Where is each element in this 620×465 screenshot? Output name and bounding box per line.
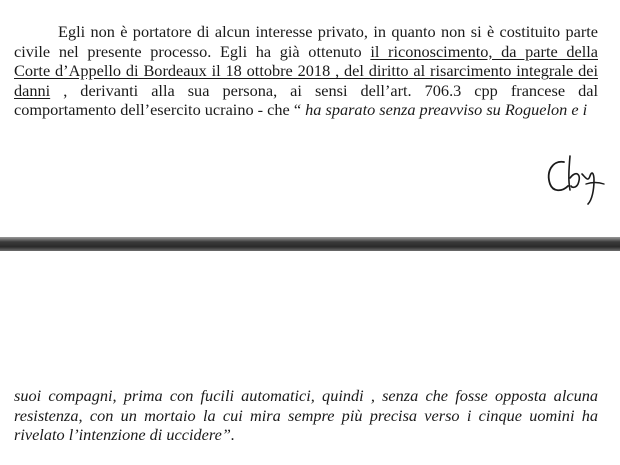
bottom-line-1: suoi compagni, prima con fucili automatici, quindi , senza che fosse opposta alcuna bbox=[14, 386, 598, 405]
top-paragraph bbox=[14, 22, 598, 120]
top-line-4 bbox=[14, 81, 598, 101]
top-line-5-text: comportamento dell’esercito ucraino - che “ bbox=[14, 100, 306, 120]
handwritten-signature-icon bbox=[542, 148, 606, 206]
bottom-paragraph bbox=[14, 386, 598, 445]
top-line-2 bbox=[14, 42, 598, 62]
page-bottom-section bbox=[0, 251, 620, 465]
underlined-danni-text: danni bbox=[14, 80, 51, 100]
page-separator-bar bbox=[0, 237, 620, 251]
bottom-line-2: resistenza, con un mortaio la cui mira sempre più precisa verso i cinque uomini ha bbox=[14, 405, 598, 425]
top-line-5 bbox=[14, 100, 598, 120]
bottom-line-3: rivelato l’intenzione di uccidere”. bbox=[14, 425, 235, 445]
top-line-2-text: civile nel presente processo. Egli ha già ottenuto bbox=[14, 41, 371, 61]
top-line-1: Egli non è portatore di alcun interesse privato, in quanto non si è costituito parte bbox=[58, 22, 598, 41]
top-line-3-underlined: Corte d’Appello di Bordeaux il 18 ottobre 2018 , del diritto al risarcimento integrale dei bbox=[14, 61, 598, 81]
underlined-recognition-text: il riconoscimento, da parte della bbox=[370, 41, 598, 61]
top-line-4-text: , derivanti alla sua persona, ai sensi dell’art. 706.3 cpp francese dal bbox=[50, 80, 598, 100]
top-line-5-italic-quote: ha sparato senza preavviso su Roguelon e i bbox=[305, 100, 588, 120]
